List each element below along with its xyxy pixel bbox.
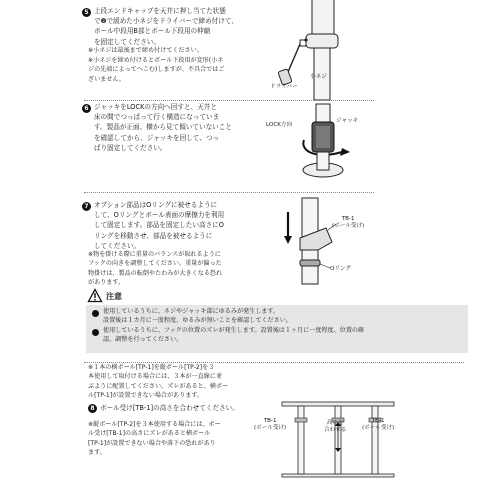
step-7-text: オプション部品はOリングに被せるように して、Oリングとボール表面の摩擦力を利用 して固定します。部品を固定したい高さにO リングを移動させ、部品を被せるように してください。 — [94, 201, 225, 250]
caution-icon — [88, 289, 102, 302]
step-7-note: ※物を掛ける際に重量のバランスが取れるように フックの向きを調整してください。重量が偏った 物掛けは、製品の転倒やたわみが大きくなる恐れ があります。 — [88, 251, 223, 287]
tb1-right-label: TB-1 (ボール受け) — [362, 418, 395, 431]
step-6-text: ジャッキをLOCKの方向へ回すと、天井と 床の間でつっぱって行く構造になっていま す。製品が正面、横から見て傾いていないこと を確認してから、ジャッキを回して、つっ ぱり固定してください。 — [94, 103, 232, 152]
align-height-label: 高さを 合わせる — [324, 420, 347, 433]
step-5-text: 上段エンドキャップを天井に押し当てた状態 で❷で緩めた小ネジをドライバーで締め付けて、 ボール中段用B部とボール下段用の伸縮 を固定してください。 — [94, 7, 238, 46]
bottom-note-1: ※１本の横ボール[TP-1]を縦ボール[TP-2]を３ 本使用して取付ける場合には、３本が一直線に並 ぶように配置してください。ズレがあると、横ボー ル[TP-1]が設置できない場合があります。 — [88, 364, 229, 400]
step-8-number: 8 — [88, 404, 97, 413]
screw-label: 小ネジ — [310, 74, 327, 80]
tb1-left-label: TB-1 (ボール受け) — [254, 418, 287, 431]
oring-label: Oリング — [330, 266, 352, 272]
step-6-number: 6 — [82, 104, 91, 113]
step-5-number: 5 — [82, 8, 91, 17]
step-5-note-1: ※小ネジは最後まで締め付けてください。 — [88, 47, 203, 54]
tb1-label: TB-1 (ボール受け) — [332, 216, 365, 229]
step-7-illustration — [278, 198, 368, 284]
caution-title: 注意 — [106, 292, 122, 301]
caution-bullet-1 — [92, 310, 99, 317]
bottom-note-2: ※縦ボール[TP-2]を３本使用する場合には、ボー ル受け[TB-1]の高さにズレがあると横ボール [TP-1]が設置できない場合や落下の恐れがあり ます。 — [88, 421, 221, 457]
step-6-illustration — [280, 104, 370, 190]
step-8-illustration — [278, 400, 398, 478]
divider-2 — [84, 192, 374, 193]
step-8-text: ボール受け[TB-1]の高さを合わせてください。 — [100, 404, 239, 412]
lock-direction-label: LOCK方向 — [266, 122, 293, 128]
driver-label: ドライバー — [270, 84, 298, 90]
caution-bullet-2 — [92, 329, 99, 336]
caution-item-1: 使用しているうちに、ネジやジャッキ部にゆるみが発生します。 設置後は１カ月に一度程度、ゆるみが無いことを確認してください。 — [103, 308, 292, 325]
step-7-number: 7 — [82, 202, 91, 211]
caution-item-2: 使用しているうちに、フックの位置のズレが発生します。設置後は１ヶ月に一度程度、位置の確 認、調整を行ってください。 — [103, 327, 365, 344]
divider-1 — [84, 100, 374, 101]
jack-label: ジャッキ — [336, 118, 359, 124]
step-5-note-2: ※小ネジを締め付けるとボール下段用が変形(小ネ ジの先端によってへこむ)しますが、不具合ではご ざいません。 — [88, 57, 225, 83]
